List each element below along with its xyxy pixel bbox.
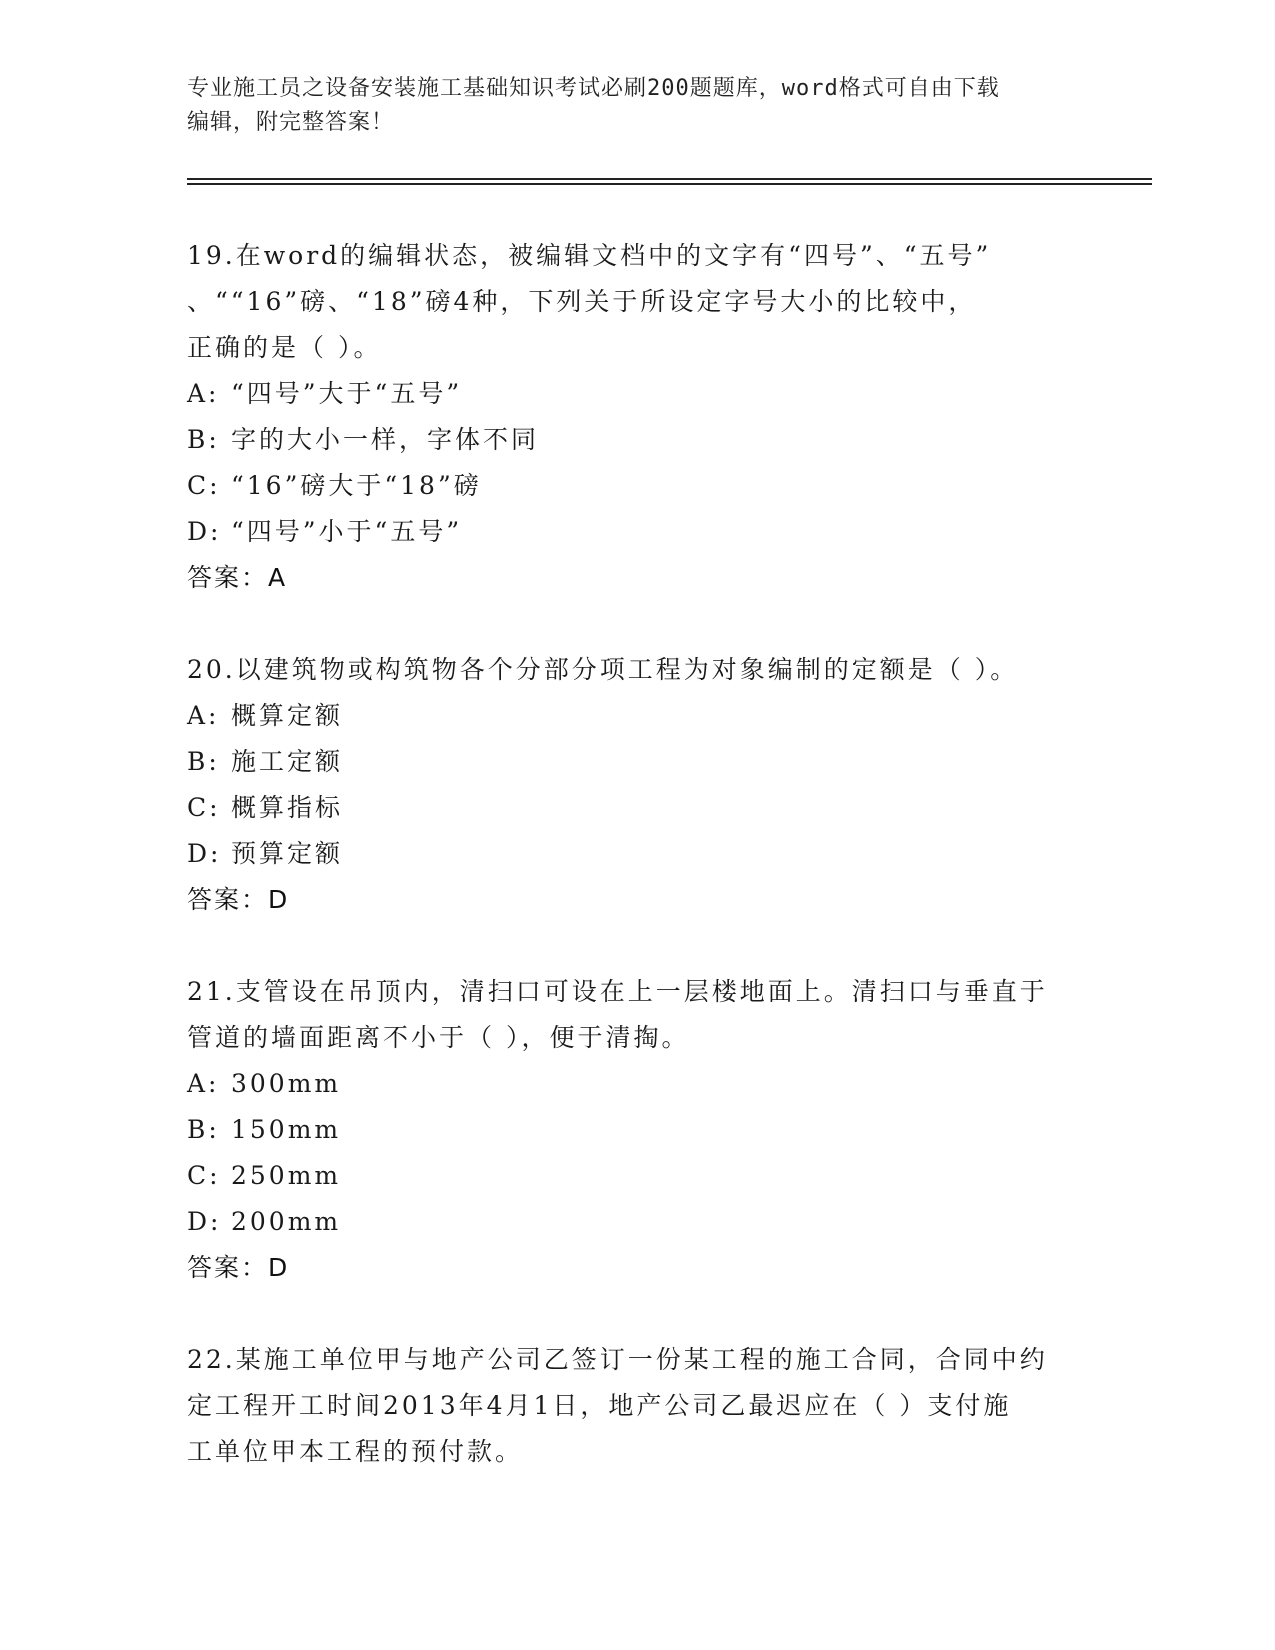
option-text: 预算定额 bbox=[231, 839, 344, 868]
option-letter: D: bbox=[187, 517, 222, 546]
option-text: “四号”小于“五号” bbox=[231, 517, 463, 546]
question-stem: 定工程开工时间2013年4月1日，地产公司乙最迟应在（ ）支付施 bbox=[187, 1391, 1012, 1420]
header-line-1: 专业施工员之设备安装施工基础知识考试必刷200题题库，word格式可自由下载 bbox=[187, 76, 1000, 101]
option-letter: C: bbox=[187, 793, 221, 822]
option-text: 150mm bbox=[231, 1115, 342, 1144]
question-stem: 21.支管设在吊顶内，清扫口可设在上一层楼地面上。清扫口与垂直于 bbox=[187, 977, 1048, 1006]
option-letter: D: bbox=[187, 1207, 222, 1236]
option-c bbox=[187, 463, 1087, 509]
header-line-2: 编辑，附完整答案！ bbox=[187, 110, 395, 135]
question-stem: 19.在word的编辑状态，被编辑文档中的文字有“四号”、“五号” bbox=[187, 241, 992, 270]
question-list bbox=[187, 233, 1087, 1521]
option-letter: B: bbox=[187, 1115, 220, 1144]
option-a bbox=[187, 1061, 1087, 1107]
answer-line: 答案：D bbox=[187, 885, 290, 914]
question-stem: 工单位甲本工程的预付款。 bbox=[187, 1437, 524, 1466]
option-letter: A: bbox=[187, 701, 220, 730]
option-letter: B: bbox=[187, 425, 220, 454]
header-divider-top bbox=[187, 178, 1152, 180]
option-text: 250mm bbox=[231, 1161, 342, 1190]
question-19 bbox=[187, 233, 1087, 601]
option-letter: A: bbox=[187, 1069, 220, 1098]
header-divider-bottom bbox=[187, 183, 1152, 185]
question-stem: 22.某施工单位甲与地产公司乙签订一份某工程的施工合同，合同中约 bbox=[187, 1345, 1048, 1374]
option-text: 概算定额 bbox=[231, 701, 344, 730]
option-a bbox=[187, 371, 1087, 417]
answer-line: 答案：A bbox=[187, 563, 288, 592]
question-stem: 管道的墙面距离不小于（ ），便于清掏。 bbox=[187, 1023, 690, 1052]
option-text: 300mm bbox=[231, 1069, 342, 1098]
option-letter: D: bbox=[187, 839, 222, 868]
option-letter: C: bbox=[187, 1161, 221, 1190]
option-text: “16”磅大于“18”磅 bbox=[231, 471, 482, 500]
option-b bbox=[187, 1107, 1087, 1153]
option-text: 200mm bbox=[231, 1207, 342, 1236]
option-text: 施工定额 bbox=[231, 747, 344, 776]
option-d bbox=[187, 509, 1087, 555]
option-d bbox=[187, 831, 1087, 877]
option-b bbox=[187, 417, 1087, 463]
question-21 bbox=[187, 969, 1087, 1291]
option-letter: A: bbox=[187, 379, 220, 408]
option-a bbox=[187, 693, 1087, 739]
question-stem: 20.以建筑物或构筑物各个分部分项工程为对象编制的定额是（ ）。 bbox=[187, 655, 1019, 684]
option-letter: C: bbox=[187, 471, 221, 500]
option-text: “四号”大于“五号” bbox=[231, 379, 463, 408]
option-text: 概算指标 bbox=[231, 793, 344, 822]
option-c bbox=[187, 1153, 1087, 1199]
document-header bbox=[187, 72, 1087, 140]
option-d bbox=[187, 1199, 1087, 1245]
answer-line: 答案：D bbox=[187, 1253, 290, 1282]
option-b bbox=[187, 739, 1087, 785]
option-c bbox=[187, 785, 1087, 831]
question-22 bbox=[187, 1337, 1087, 1475]
option-letter: B: bbox=[187, 747, 220, 776]
option-text: 字的大小一样，字体不同 bbox=[231, 425, 540, 454]
question-stem: 、““16”磅、“18”磅4种，下列关于所设定字号大小的比较中， bbox=[187, 287, 977, 316]
question-20 bbox=[187, 647, 1087, 923]
question-stem: 正确的是（ ）。 bbox=[187, 333, 382, 362]
